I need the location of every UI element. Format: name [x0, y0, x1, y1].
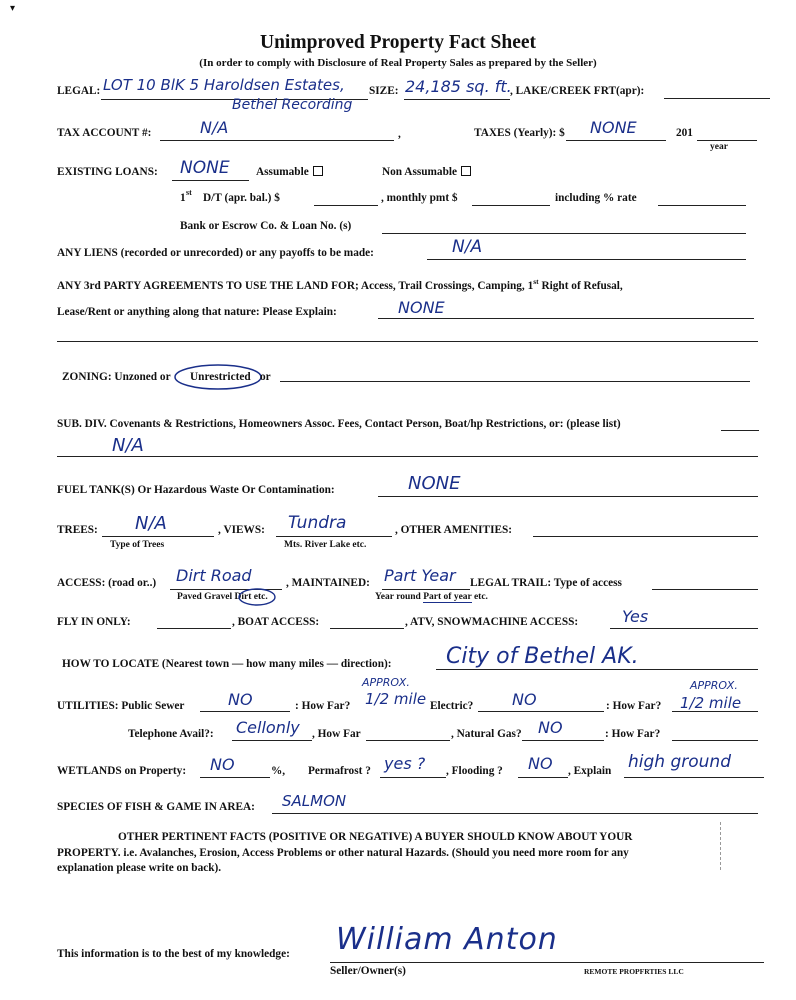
tax-comma: ,	[398, 128, 401, 140]
views-caption: Mts. River Lake etc.	[284, 540, 367, 550]
third-party-text-a: ANY 3rd PARTY AGREEMENTS TO USE THE LAND FOR; Access, Trail Crossings, Camping, 1	[57, 279, 534, 292]
corner-mark: ▾	[10, 3, 16, 14]
taxes-line	[566, 140, 666, 141]
phone-value[interactable]: Cellonly	[236, 718, 300, 737]
maintained-caption	[375, 592, 488, 602]
electric-label: Electric?	[430, 700, 474, 712]
assumable-checkbox[interactable]	[313, 166, 323, 176]
fuel-value[interactable]: NONE	[408, 473, 461, 494]
permafrost-line	[380, 777, 446, 778]
year-prefix: 201	[676, 127, 693, 139]
flooding-label: , Flooding ?	[446, 765, 503, 777]
liens-value[interactable]: N/A	[452, 237, 483, 257]
loans-label: EXISTING LOANS:	[57, 166, 158, 178]
phone-far-label: , How Far	[312, 728, 361, 740]
scan-artifact-line	[720, 822, 721, 870]
third-party-line1	[57, 277, 623, 292]
dt-sup: st	[186, 188, 192, 197]
electric-far-value[interactable]: 1/2 mile	[680, 694, 742, 712]
permafrost-value[interactable]: yes ?	[384, 754, 426, 773]
dt-line[interactable]	[314, 205, 378, 206]
gas-value[interactable]: NO	[538, 718, 563, 737]
fly-label: FLY IN ONLY:	[57, 616, 131, 628]
wetlands-label: WETLANDS on Property:	[57, 765, 187, 777]
flooding-value[interactable]: NO	[528, 754, 553, 773]
atv-label: , ATV, SNOWMACHINE ACCESS:	[405, 616, 579, 628]
zoning-line[interactable]	[280, 381, 750, 382]
legal-trail-label: LEGAL TRAIL: Type of access	[470, 577, 622, 589]
phone-line	[232, 740, 312, 741]
taxes-value[interactable]: NONE	[590, 118, 637, 137]
phone-far-line[interactable]	[366, 740, 450, 741]
boat-label: , BOAT ACCESS:	[232, 616, 320, 628]
liens-line	[427, 259, 746, 260]
tax-account-line	[160, 140, 394, 141]
wetlands-pct: %,	[271, 765, 286, 777]
phone-label: Telephone Avail?:	[128, 728, 214, 740]
dt-first: 1	[180, 192, 186, 204]
locate-label: HOW TO LOCATE (Nearest town — how many miles — direction):	[62, 658, 392, 670]
fuel-label: FUEL TANK(S) Or Hazardous Waste Or Contamination:	[57, 484, 335, 496]
size-value[interactable]: 24,185 sq. ft.	[405, 77, 512, 96]
liens-label: ANY LIENS (recorded or unrecorded) or any payoffs to be made:	[57, 247, 374, 259]
flooding-line	[518, 777, 568, 778]
sewer-howfar-label: : How Far?	[295, 700, 351, 712]
signature-label: This information is to the best of my knowledge:	[57, 948, 290, 960]
zoning-circle-mark	[172, 362, 262, 392]
bank-line[interactable]	[382, 233, 746, 234]
access-value[interactable]: Dirt Road	[176, 566, 252, 585]
loans-line	[172, 180, 249, 181]
third-party-sup: st	[533, 277, 539, 286]
monthly-label: , monthly pmt $	[381, 192, 458, 204]
explain-value[interactable]: high ground	[628, 752, 731, 772]
lake-creek-line[interactable]	[664, 98, 770, 99]
electric-approx: APPROX.	[690, 679, 738, 692]
tax-account-label: TAX ACCOUNT #:	[57, 127, 152, 139]
gas-line	[522, 740, 604, 741]
views-label: , VIEWS:	[218, 524, 265, 536]
dt-label: D/T (apr. bal.) $	[203, 192, 280, 204]
other-line1: OTHER PERTINENT FACTS (POSITIVE OR NEGATIVE) A BUYER SHOULD KNOW ABOUT YOUR	[118, 831, 633, 843]
access-label: ACCESS: (road or..)	[57, 577, 157, 589]
zoning-circled[interactable]: Unrestricted	[190, 371, 251, 383]
atv-line	[610, 628, 758, 629]
access-caption-a: Paved Gravel	[177, 592, 233, 602]
sewer-far-value[interactable]: 1/2 mile	[365, 690, 427, 708]
page-title: Unimproved Property Fact Sheet	[259, 32, 537, 53]
assumable-option[interactable]	[256, 166, 323, 178]
third-party-extra-line[interactable]	[57, 341, 758, 342]
atv-value[interactable]: Yes	[622, 607, 649, 626]
signature-line	[330, 962, 764, 963]
other-line3: explanation please write on back).	[57, 862, 222, 874]
trees-label: TREES:	[57, 524, 98, 536]
locate-line	[436, 669, 758, 670]
electric-howfar-label: : How Far?	[606, 700, 662, 712]
fuel-line	[378, 496, 758, 497]
year-line[interactable]	[697, 140, 757, 141]
zoning-label-a: ZONING: Unzoned or	[62, 371, 171, 383]
fish-line	[272, 813, 758, 814]
signature-caption: Seller/Owner(s)	[330, 965, 406, 977]
fish-label: SPECIES OF FISH & GAME IN AREA:	[57, 801, 255, 813]
boat-line[interactable]	[330, 628, 404, 629]
explain-line	[624, 777, 764, 778]
assumable-label: Assumable	[256, 166, 309, 178]
third-party-line	[378, 318, 754, 319]
legal-label: LEGAL:	[57, 85, 101, 97]
utilities-label: UTILITIES: Public Sewer	[57, 700, 185, 712]
maintained-line	[382, 589, 470, 590]
fish-value[interactable]: SALMON	[282, 792, 347, 810]
maintained-caption-a: Year round	[375, 592, 421, 602]
loans-value[interactable]: NONE	[180, 158, 230, 178]
taxes-label: TAXES (Yearly): $	[474, 127, 565, 139]
signature[interactable]: William Anton	[336, 922, 558, 957]
views-value[interactable]: Tundra	[288, 513, 347, 533]
subdiv-label: SUB. DIV. Covenants & Restrictions, Homeowners Assoc. Fees, Contact Person, Boat/hp Restrictions, or: (please list)	[57, 418, 621, 430]
third-party-line2: Lease/Rent or anything along that nature: Please Explain:	[57, 306, 337, 318]
permafrost-label: Permafrost ?	[308, 765, 371, 777]
non-assumable-option[interactable]	[382, 166, 471, 178]
sewer-line	[200, 711, 290, 712]
dirt-circle-mark	[234, 587, 277, 607]
tax-account-value[interactable]: N/A	[200, 118, 229, 137]
year-caption: year	[710, 142, 728, 152]
maintained-value[interactable]: Part Year	[384, 566, 456, 585]
access-caption-b: etc.	[253, 592, 268, 602]
trees-line	[102, 536, 214, 537]
bank-label: Bank or Escrow Co. & Loan No. (s)	[180, 220, 352, 232]
gas-far-label: : How Far?	[605, 728, 661, 740]
lake-creek-label: , LAKE/CREEK FRT(apr):	[510, 85, 645, 97]
non-assumable-label: Non Assumable	[382, 166, 458, 178]
electric-line	[478, 711, 604, 712]
amenities-label: , OTHER AMENITIES:	[395, 524, 513, 536]
electric-value[interactable]: NO	[512, 690, 537, 709]
gas-far-line[interactable]	[672, 740, 758, 741]
explain-label: , Explain	[568, 765, 612, 777]
subdiv-value[interactable]: N/A	[112, 435, 144, 456]
gas-label: , Natural Gas?	[451, 728, 522, 740]
legal-recording[interactable]: Bethel Recording	[232, 97, 353, 113]
legal-trail-line[interactable]	[652, 589, 758, 590]
trees-value[interactable]: N/A	[135, 513, 167, 534]
non-assumable-checkbox[interactable]	[461, 166, 471, 176]
maintained-caption-b: etc.	[473, 592, 488, 602]
other-line2: PROPERTY. i.e. Avalanches, Erosion, Access Problems or other natural Hazards. (Should you need more room for any	[57, 847, 629, 859]
third-party-value[interactable]: NONE	[398, 298, 445, 317]
zoning-label-b: or	[260, 371, 271, 383]
subdiv-line-b	[57, 456, 758, 457]
maintained-caption-underlined: Part of year	[423, 592, 472, 602]
monthly-line[interactable]	[472, 205, 550, 206]
page-subtitle: (In order to comply with Disclosure of Real Property Sales as prepared by the Seller)	[199, 57, 597, 69]
access-caption-circled: Dirt	[234, 592, 252, 602]
sewer-value[interactable]: NO	[228, 690, 253, 709]
rate-line[interactable]	[658, 205, 746, 206]
sewer-approx: APPROX.	[362, 676, 410, 689]
maintained-label: , MAINTAINED:	[286, 577, 370, 589]
amenities-line[interactable]	[533, 536, 758, 537]
trees-caption: Type of Trees	[110, 540, 165, 550]
legal-value[interactable]: LOT 10 BlK 5 Haroldsen Estates,	[103, 76, 345, 94]
size-line	[404, 99, 510, 100]
size-label: SIZE:	[369, 85, 399, 97]
wetlands-value[interactable]: NO	[210, 755, 235, 774]
subdiv-line-a	[721, 430, 759, 431]
fly-line[interactable]	[157, 628, 231, 629]
company-name: REMOTE PROPFRTIES LLC	[584, 967, 684, 976]
views-line	[276, 536, 392, 537]
locate-value[interactable]: City of Bethel AK.	[446, 644, 639, 669]
rate-label: including % rate	[555, 192, 637, 204]
wetlands-line	[200, 777, 270, 778]
third-party-text-b: Right of Refusal,	[538, 279, 623, 292]
